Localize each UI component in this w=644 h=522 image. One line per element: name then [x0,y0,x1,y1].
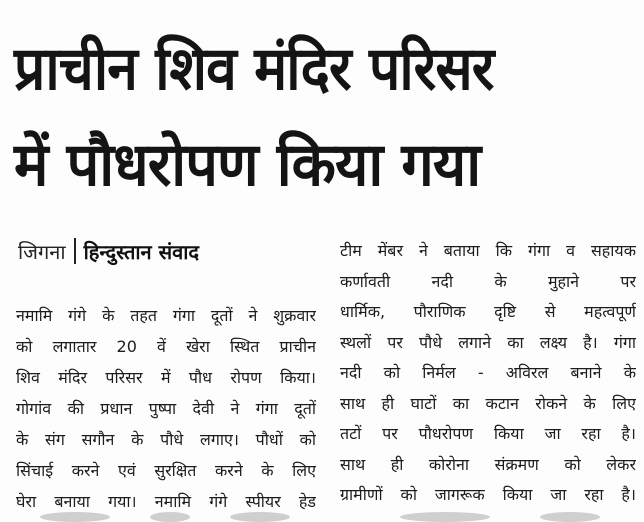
body-line: नदी को निर्मल - अविरल बनाने के [340,363,636,382]
byline-place: जिगना [18,239,66,264]
body-line: के संग सगौन के पौधे लगाए। पौधों को [16,430,316,449]
body-line: गोगांव की प्रधान पुष्पा देवी ने गंगा दूतों [16,399,316,418]
body-line: ग्रामीणों को जागरूक किया जा रहा है। [340,485,636,504]
body-line: कर्णावती नदी के मुहाने पर [340,271,636,291]
headline-line-2: में पौधरोपण किया गया [14,130,481,200]
body-line: तटों पर पौधरोपण किया जा रहा है। [340,424,636,443]
headline-line-1: प्राचीन शिव मंदिर परिसर [14,34,494,104]
article-column-left [16,300,316,517]
body-line: नमामि गंगे के तहत गंगा दूतों ने शुक्रवार [16,306,316,325]
body-line: साथ ही घाटों का कटान रोकने के लिए [340,393,636,413]
next-page-edge [0,508,644,520]
body-line: साथ ही कोरोना संक्रमण को लेकर [340,454,636,474]
body-line: टीम मेंबर ने बताया कि गंगा व सहायक [340,241,636,260]
byline-agency: हिन्दुस्तान संवाद [83,239,200,264]
body-line: घेरा बनाया गया। नमामि गंगे स्पीयर हेड [16,492,316,511]
body-line: को लगातार 20 वें खेरा स्थित प्राचीन [16,337,316,356]
body-line: सिंचाई करने एवं सुरक्षित करने के लिए [16,461,316,480]
article-column-right [340,236,636,511]
body-line: धार्मिक, पौराणिक दृष्टि से महत्वपूर्ण [340,302,636,321]
byline-divider [74,238,76,264]
byline [18,236,199,266]
body-line: शिव मंदिर परिसर में पौध रोपण किया। [16,368,316,387]
body-line: स्थलों पर पौधे लगाने का लक्ष्य है। गंगा [340,332,636,352]
